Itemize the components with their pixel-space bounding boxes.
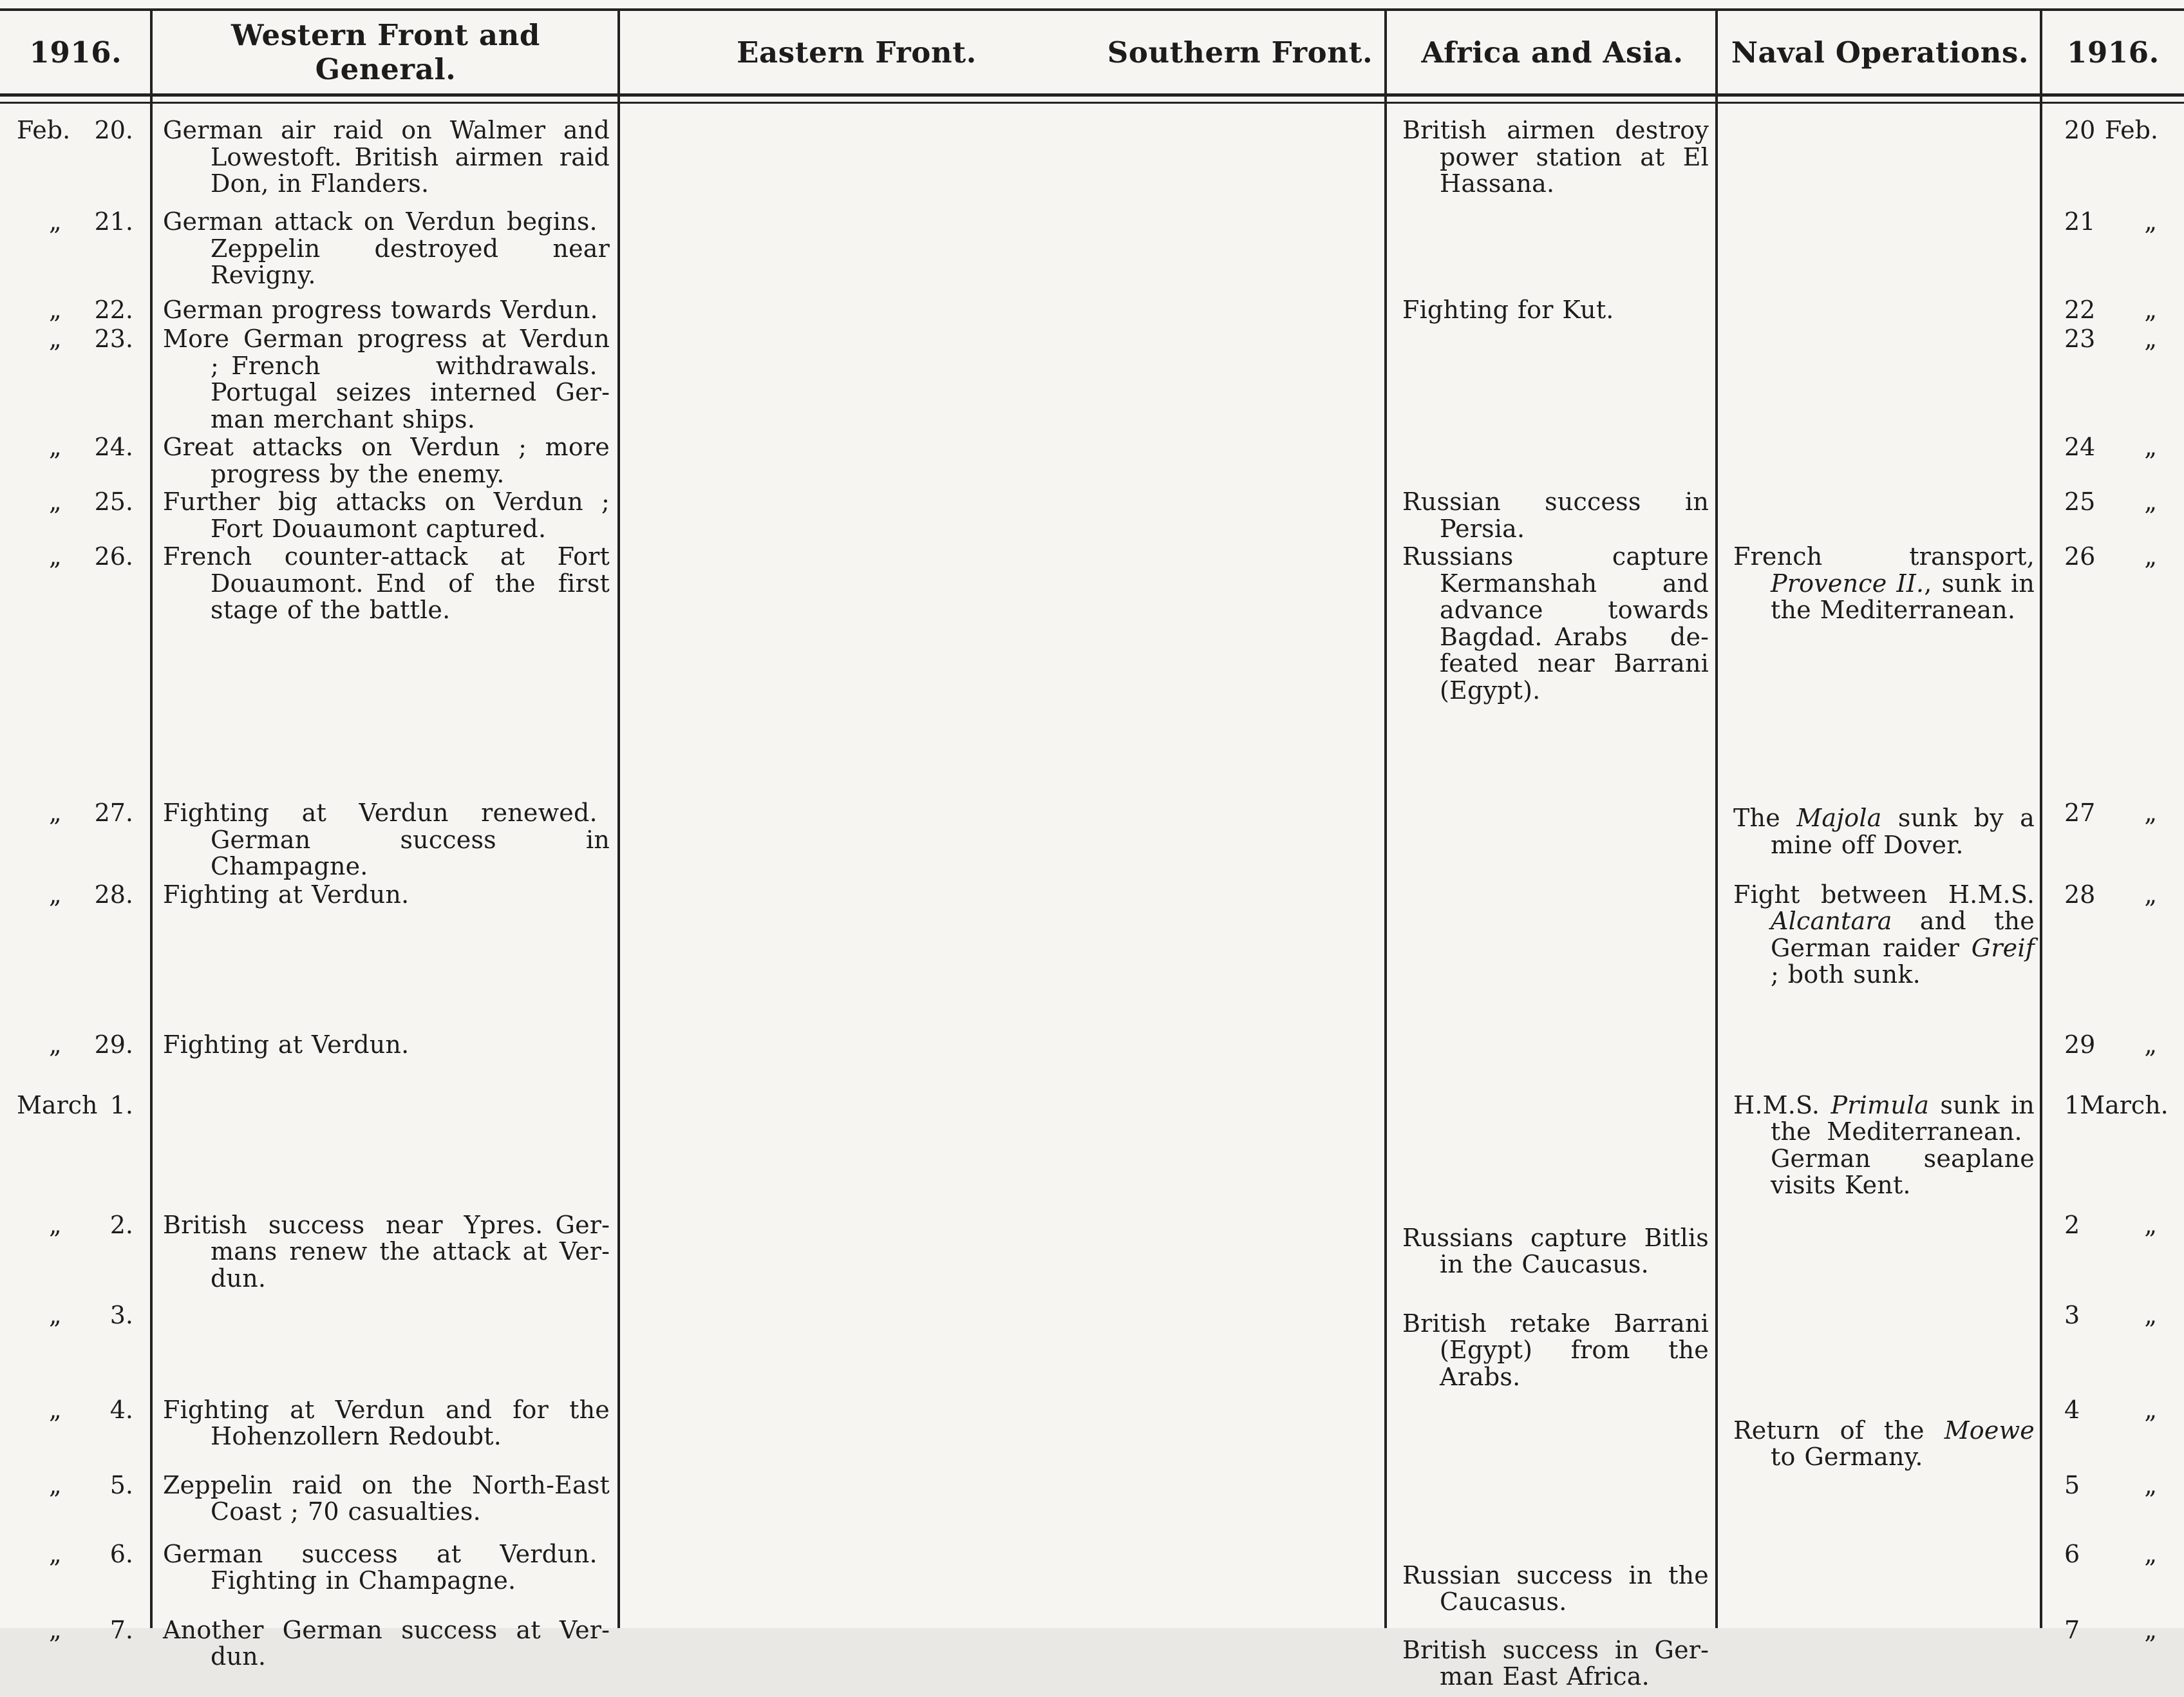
date-right-day: 24 <box>2064 433 2096 461</box>
table-row <box>0 488 2184 542</box>
date-right-cell <box>2042 1616 2184 1644</box>
naval-operations-cell <box>1718 1471 2042 1472</box>
table-row <box>0 542 2184 799</box>
date-left-month: „ <box>49 1030 62 1059</box>
africa-asia-cell <box>1387 1211 1718 1278</box>
date-left-cell <box>0 1211 151 1239</box>
africa-asia-cell-text: Russian success in the Caucasus. <box>1402 1560 1709 1616</box>
africa-asia-cell-text: Russian success in Persia. <box>1402 488 1709 543</box>
table-row <box>0 325 2184 433</box>
western-front-cell-text: German attack on Verdun begins. Zeppelin destroyed near Revigny. <box>163 207 610 289</box>
date-left-month: „ <box>49 799 62 827</box>
table-row <box>0 433 2184 488</box>
date-right-day: 29 <box>2064 1030 2096 1059</box>
western-front-cell <box>151 488 620 542</box>
date-right-cell <box>2042 116 2184 144</box>
date-left-day: 2. <box>109 1210 133 1239</box>
africa-asia-cell <box>1387 1091 1718 1092</box>
date-right-cell <box>2042 1211 2184 1239</box>
western-front-cell <box>151 542 620 624</box>
date-right-month: „ <box>2144 1539 2157 1568</box>
naval-operations-cell <box>1718 116 2042 117</box>
date-left-cell <box>0 433 151 461</box>
header-bottom-rule-1 <box>0 93 2184 97</box>
table-row <box>0 880 2184 1030</box>
date-left-month: „ <box>49 1539 62 1568</box>
date-right-day: 28 <box>2064 880 2096 909</box>
date-left-month: „ <box>49 1210 62 1239</box>
africa-asia-cell <box>1387 799 1718 800</box>
date-right-day: 25 <box>2064 488 2096 516</box>
date-left-day: 3. <box>109 1300 133 1329</box>
year-header-left: 1916. <box>29 35 122 70</box>
date-right-cell <box>2042 296 2184 324</box>
table-row <box>0 116 2184 207</box>
naval-operations-cell <box>1718 1396 2042 1471</box>
date-right-month: „ <box>2144 799 2157 827</box>
western-front-cell <box>151 116 620 198</box>
naval-operations-cell <box>1718 880 2042 989</box>
table-row <box>0 1211 2184 1301</box>
date-right-cell <box>2042 207 2184 236</box>
africa-asia-cell <box>1387 116 1718 198</box>
naval-operations-cell <box>1718 799 2042 858</box>
africa-asia-cell <box>1387 1030 1718 1032</box>
date-right-month: „ <box>2144 296 2157 324</box>
date-right-cell <box>2042 488 2184 516</box>
africa-asia-cell <box>1387 488 1718 542</box>
date-left-day: 7. <box>109 1615 133 1644</box>
date-right-month: „ <box>2144 325 2157 353</box>
western-front-cell <box>151 799 620 880</box>
western-front-cell-text: French counter-attack at Fort Douaumont. End of the first stage of the battle. <box>163 542 610 624</box>
table-row <box>0 1091 2184 1211</box>
table-row <box>0 207 2184 296</box>
date-right-cell <box>2042 1396 2184 1424</box>
western-front-cell-text: Further big attacks on Verdun ; Fort Douaumont captured. <box>163 488 610 543</box>
date-left-day: 26. <box>94 542 133 571</box>
date-left-day: 4. <box>109 1395 133 1424</box>
header-bottom-rule-2 <box>0 102 2184 104</box>
africa-asia-cell-text: British retake Barrani (Egypt) from the Arabs. <box>1402 1309 1709 1391</box>
naval-operations-cell <box>1718 488 2042 489</box>
date-right-day: 21 <box>2064 207 2096 236</box>
date-right-day: 4 <box>2064 1395 2080 1424</box>
year-header-right: 1916. <box>2067 35 2160 70</box>
date-left-cell <box>0 116 151 144</box>
date-left-day: 28. <box>94 880 133 909</box>
date-left-day: 24. <box>94 433 133 461</box>
western-front-header-label: Western Front and General. <box>231 18 540 86</box>
naval-operations-cell-text: Fight between H.M.S. Alcantara and the German raider Greif ; both sunk. <box>1733 880 2035 989</box>
date-left-day: 5. <box>109 1470 133 1499</box>
western-front-cell-text: Great attacks on Verdun ; more progress by the enemy. <box>163 433 610 488</box>
western-front-cell <box>151 1540 620 1595</box>
date-left-cell <box>0 542 151 571</box>
naval-operations-cell <box>1718 1616 2042 1617</box>
date-left-day: 20. <box>94 116 133 144</box>
date-right-month: „ <box>2144 1615 2157 1644</box>
western-front-cell <box>151 1471 620 1526</box>
eastern-front-header: Eastern Front. <box>737 35 977 70</box>
western-front-cell <box>151 433 620 488</box>
date-right-cell <box>2042 799 2184 827</box>
date-right-cell <box>2042 1030 2184 1059</box>
western-front-cell-text: Fighting at Verdun renewed. German success in Champagne. <box>163 799 610 880</box>
africa-asia-cell <box>1387 325 1718 326</box>
date-left-cell <box>0 207 151 236</box>
naval-operations-cell <box>1718 1030 2042 1032</box>
western-front-cell <box>151 1211 620 1293</box>
naval-operations-cell <box>1718 1540 2042 1541</box>
table-row <box>0 1471 2184 1540</box>
naval-operations-cell <box>1718 325 2042 326</box>
western-front-cell <box>151 207 620 289</box>
africa-asia-cell <box>1387 880 1718 882</box>
table-row <box>0 1030 2184 1091</box>
date-left-month: „ <box>49 433 62 461</box>
western-front-header <box>151 18 620 86</box>
date-left-month: „ <box>49 207 62 236</box>
date-right-month: „ <box>2144 488 2157 516</box>
africa-asia-cell-text: British success in German East Africa. <box>1402 1635 1709 1691</box>
date-left-cell <box>0 488 151 516</box>
date-right-month: „ <box>2144 1470 2157 1499</box>
date-right-day: 20 <box>2064 116 2096 144</box>
date-right-day: 2 <box>2064 1210 2080 1239</box>
date-left-cell <box>0 1301 151 1329</box>
date-right-month: „ <box>2144 880 2157 909</box>
africa-asia-cell <box>1387 1301 1718 1391</box>
date-left-cell <box>0 1396 151 1424</box>
western-front-cell <box>151 1616 620 1671</box>
date-right-cell <box>2042 1540 2184 1568</box>
africa-asia-cell-text: British airmen destroy power station at El Hassana. <box>1402 116 1709 198</box>
africa-asia-cell <box>1387 433 1718 434</box>
date-right-month: „ <box>2144 1300 2157 1329</box>
date-left-month: March <box>17 1090 98 1119</box>
date-left-cell <box>0 1540 151 1568</box>
southern-front-header: Southern Front. <box>1107 35 1373 70</box>
date-right-cell <box>2042 1091 2184 1119</box>
africa-asia-cell <box>1387 1396 1718 1397</box>
date-left-month: „ <box>49 1395 62 1424</box>
western-front-cell <box>151 1301 620 1302</box>
date-left-month: „ <box>49 488 62 516</box>
naval-operations-cell-text: The Majola sunk by a mine off Dover. <box>1733 804 2035 859</box>
date-right-day: 3 <box>2064 1300 2080 1329</box>
western-front-cell <box>151 296 620 324</box>
africa-asia-cell-text: Fighting for Kut. <box>1402 296 1614 324</box>
date-left-month: „ <box>49 880 62 909</box>
table-row <box>0 1396 2184 1471</box>
date-right-month: „ <box>2144 207 2157 236</box>
date-left-month: „ <box>49 296 62 324</box>
date-right-month: „ <box>2144 1395 2157 1424</box>
africa-asia-cell <box>1387 1616 1718 1691</box>
date-right-day: 1 <box>2064 1090 2080 1119</box>
western-front-cell <box>151 1030 620 1059</box>
date-left-month: „ <box>49 1470 62 1499</box>
date-left-cell <box>0 296 151 324</box>
western-front-cell <box>151 325 620 433</box>
western-front-cell-text: British success near Ypres. Germans renew the attack at Verdun. <box>163 1210 610 1293</box>
date-right-cell <box>2042 880 2184 909</box>
table-row <box>0 296 2184 325</box>
date-right-cell <box>2042 325 2184 353</box>
date-right-month: March. <box>2080 1090 2169 1119</box>
date-right-cell <box>2042 1301 2184 1329</box>
date-left-cell <box>0 799 151 827</box>
date-left-day: 23. <box>94 325 133 353</box>
date-left-day: 29. <box>94 1030 133 1059</box>
naval-operations-cell <box>1718 1301 2042 1302</box>
naval-operations-cell-text: French transport, Provence II., sunk in the Mediterranean. <box>1733 542 2035 624</box>
table-row <box>0 1540 2184 1616</box>
western-front-cell-text: More German progress at Verdun ; French withdrawals. Portugal seizes interned German merchant ships. <box>163 325 610 433</box>
western-front-cell <box>151 1091 620 1092</box>
naval-operations-cell <box>1718 542 2042 624</box>
date-right-month: „ <box>2144 1210 2157 1239</box>
naval-operations-cell <box>1718 1211 2042 1212</box>
date-right-day: 26 <box>2064 542 2096 571</box>
date-left-month: „ <box>49 325 62 353</box>
western-front-cell-text: German success at Verdun. Fighting in Champagne. <box>163 1539 610 1595</box>
table-row <box>0 1301 2184 1396</box>
date-right-day: 27 <box>2064 799 2096 827</box>
western-front-cell-text: Fighting at Verdun and for the Hohenzollern Redoubt. <box>163 1395 610 1450</box>
table-header <box>0 11 2184 93</box>
naval-operations-cell <box>1718 433 2042 434</box>
western-front-cell-text: German progress towards Verdun. <box>163 296 598 324</box>
date-left-cell <box>0 325 151 353</box>
date-right-month: „ <box>2144 1030 2157 1059</box>
date-left-month: „ <box>49 542 62 571</box>
date-right-cell <box>2042 433 2184 461</box>
table-row <box>0 1616 2184 1697</box>
date-right-cell <box>2042 542 2184 571</box>
western-front-cell-text: Zeppelin raid on the North-East Coast ; 70 casualties. <box>163 1470 610 1526</box>
western-front-cell-text: Fighting at Verdun. <box>163 1030 410 1059</box>
western-front-cell-text: German air raid on Walmer and Lowestoft. British airmen raid Don, in Flanders. <box>163 116 610 198</box>
africa-asia-header: Africa and Asia. <box>1421 35 1684 70</box>
naval-operations-cell <box>1718 207 2042 209</box>
western-front-cell-text: Another German success at Verdun. <box>163 1615 610 1671</box>
naval-operations-cell-text: Return of the Moewe to Germany. <box>1733 1416 2035 1471</box>
date-left-cell <box>0 1471 151 1499</box>
naval-operations-cell <box>1718 296 2042 297</box>
date-right-month: „ <box>2144 433 2157 461</box>
western-front-cell <box>151 1396 620 1450</box>
africa-asia-cell-text: Russians capture Bitlis in the Caucasus. <box>1402 1223 1709 1278</box>
date-right-day: 6 <box>2064 1539 2080 1568</box>
date-left-day: 27. <box>94 799 133 827</box>
date-left-cell <box>0 1091 151 1119</box>
africa-asia-cell <box>1387 1471 1718 1472</box>
date-left-month: „ <box>49 1300 62 1329</box>
africa-asia-cell <box>1387 542 1718 704</box>
western-front-cell-text: Fighting at Verdun. <box>163 880 410 909</box>
africa-asia-cell <box>1387 1540 1718 1616</box>
naval-operations-cell-text: H.M.S. Primula sunk in the Mediterranean. German seaplane visits Kent. <box>1733 1090 2035 1199</box>
date-right-day: 7 <box>2064 1615 2080 1644</box>
date-right-day: 22 <box>2064 296 2096 324</box>
naval-operations-cell <box>1718 1091 2042 1199</box>
africa-asia-cell <box>1387 296 1718 324</box>
date-left-day: 25. <box>94 488 133 516</box>
date-right-month: Feb. <box>2104 116 2158 144</box>
date-left-cell <box>0 1616 151 1644</box>
naval-operations-header: Naval Operations. <box>1731 35 2029 70</box>
date-right-month: „ <box>2144 542 2157 571</box>
date-left-day: 6. <box>109 1539 133 1568</box>
date-right-day: 5 <box>2064 1470 2080 1499</box>
date-left-day: 21. <box>94 207 133 236</box>
date-left-month: „ <box>49 1615 62 1644</box>
table-row <box>0 799 2184 880</box>
date-left-day: 22. <box>94 296 133 324</box>
africa-asia-cell-text: Russians capture Kermanshah and advance towards Bagdad. Arabs defeated near Barrani (Egypt). <box>1402 542 1709 705</box>
date-right-day: 23 <box>2064 325 2096 353</box>
africa-asia-cell <box>1387 207 1718 209</box>
date-left-day: 1. <box>109 1090 133 1119</box>
date-left-cell <box>0 1030 151 1059</box>
table-body <box>0 106 2184 1697</box>
date-left-month: Feb. <box>17 116 71 144</box>
date-right-cell <box>2042 1471 2184 1499</box>
western-front-cell <box>151 880 620 909</box>
date-left-cell <box>0 880 151 909</box>
